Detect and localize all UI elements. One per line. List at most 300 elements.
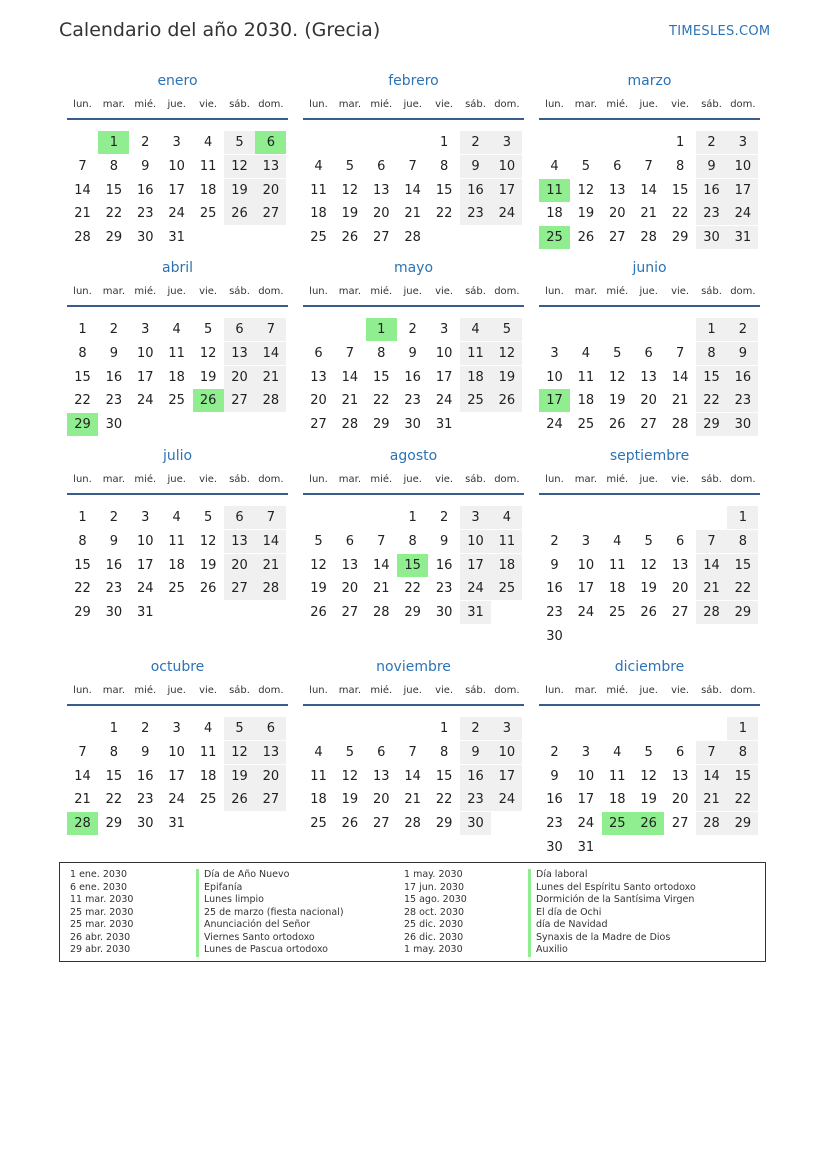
day-cell[interactable]: 6 bbox=[644, 345, 653, 361]
day-cell[interactable]: 27 bbox=[310, 417, 327, 433]
day-cell[interactable]: 30 bbox=[696, 226, 727, 249]
day-cell[interactable]: 19 bbox=[577, 206, 595, 222]
day-cell[interactable]: 26 bbox=[199, 581, 217, 597]
day-cell[interactable]: 21 bbox=[696, 577, 727, 600]
day-cell[interactable]: 21 bbox=[255, 554, 286, 577]
day-cell[interactable]: 14 bbox=[696, 554, 727, 577]
day-cell[interactable]: 21 bbox=[404, 206, 421, 222]
day-cell[interactable]: 2 bbox=[550, 533, 559, 549]
day-cell[interactable]: 23 bbox=[137, 792, 154, 808]
day-cell[interactable]: 12 bbox=[224, 155, 255, 178]
day-cell[interactable]: 21 bbox=[640, 206, 657, 222]
day-cell[interactable]: 10 bbox=[577, 557, 595, 573]
day-cell[interactable]: 2 bbox=[109, 510, 119, 525]
day-cell[interactable]: 17 bbox=[137, 557, 154, 573]
holiday-day-cell[interactable]: 6 bbox=[255, 131, 286, 154]
day-cell[interactable]: 15 bbox=[105, 768, 123, 784]
day-cell[interactable]: 19 bbox=[199, 557, 217, 573]
day-cell[interactable]: 2 bbox=[141, 135, 150, 150]
day-cell[interactable]: 20 bbox=[671, 581, 689, 597]
day-cell[interactable]: 4 bbox=[172, 322, 181, 337]
day-cell[interactable]: 15 bbox=[696, 366, 727, 389]
day-cell[interactable]: 9 bbox=[141, 158, 150, 174]
day-cell[interactable]: 4 bbox=[581, 345, 591, 361]
day-cell[interactable]: 3 bbox=[491, 131, 522, 154]
day-cell[interactable]: 12 bbox=[199, 345, 217, 361]
day-cell[interactable]: 5 bbox=[345, 158, 355, 174]
day-cell[interactable]: 23 bbox=[546, 816, 563, 832]
day-cell[interactable]: 17 bbox=[460, 554, 491, 577]
day-cell[interactable]: 10 bbox=[137, 533, 154, 549]
day-cell[interactable]: 27 bbox=[671, 816, 689, 832]
day-cell[interactable]: 28 bbox=[696, 601, 727, 624]
day-cell[interactable]: 23 bbox=[460, 788, 491, 811]
day-cell[interactable]: 6 bbox=[314, 345, 323, 361]
day-cell[interactable]: 24 bbox=[168, 792, 185, 808]
day-cell[interactable]: 11 bbox=[609, 557, 626, 573]
day-cell[interactable]: 1 bbox=[439, 721, 449, 736]
day-cell[interactable]: 31 bbox=[460, 601, 491, 624]
day-cell[interactable]: 3 bbox=[581, 533, 591, 549]
day-cell[interactable]: 22 bbox=[373, 393, 390, 409]
day-cell[interactable]: 5 bbox=[203, 322, 213, 337]
day-cell[interactable]: 9 bbox=[550, 768, 559, 784]
day-cell[interactable]: 1 bbox=[675, 135, 685, 150]
day-cell[interactable]: 8 bbox=[439, 158, 449, 174]
day-cell[interactable]: 5 bbox=[203, 510, 213, 525]
day-cell[interactable]: 5 bbox=[314, 533, 323, 549]
day-cell[interactable]: 2 bbox=[460, 717, 491, 740]
day-cell[interactable]: 9 bbox=[109, 533, 119, 549]
day-cell[interactable]: 19 bbox=[341, 206, 359, 222]
day-cell[interactable]: 22 bbox=[671, 206, 689, 222]
day-cell[interactable]: 10 bbox=[460, 530, 491, 553]
day-cell[interactable]: 28 bbox=[696, 812, 727, 835]
day-cell[interactable]: 18 bbox=[199, 182, 217, 198]
day-cell[interactable]: 26 bbox=[491, 389, 522, 412]
day-cell[interactable]: 16 bbox=[460, 179, 491, 202]
day-cell[interactable]: 15 bbox=[74, 369, 91, 385]
holiday-day-cell[interactable]: 25 bbox=[602, 812, 633, 835]
day-cell[interactable]: 21 bbox=[341, 393, 359, 409]
day-cell[interactable]: 11 bbox=[491, 530, 522, 553]
day-cell[interactable]: 6 bbox=[224, 318, 255, 341]
day-cell[interactable]: 3 bbox=[550, 345, 559, 361]
day-cell[interactable]: 14 bbox=[74, 182, 91, 198]
day-cell[interactable]: 3 bbox=[141, 510, 150, 525]
day-cell[interactable]: 14 bbox=[640, 182, 657, 198]
day-cell[interactable]: 17 bbox=[168, 768, 185, 784]
day-cell[interactable]: 13 bbox=[224, 530, 255, 553]
day-cell[interactable]: 7 bbox=[255, 506, 286, 529]
day-cell[interactable]: 23 bbox=[546, 605, 563, 621]
day-cell[interactable]: 3 bbox=[460, 506, 491, 529]
day-cell[interactable]: 19 bbox=[640, 581, 657, 597]
day-cell[interactable]: 31 bbox=[577, 840, 595, 855]
day-cell[interactable]: 10 bbox=[491, 741, 522, 764]
day-cell[interactable]: 18 bbox=[609, 581, 626, 597]
day-cell[interactable]: 20 bbox=[224, 366, 255, 389]
day-cell[interactable]: 9 bbox=[460, 155, 491, 178]
day-cell[interactable]: 16 bbox=[105, 369, 123, 385]
day-cell[interactable]: 8 bbox=[78, 533, 87, 549]
day-cell[interactable]: 26 bbox=[341, 230, 359, 246]
day-cell[interactable]: 2 bbox=[696, 131, 727, 154]
day-cell[interactable]: 8 bbox=[109, 158, 119, 174]
day-cell[interactable]: 29 bbox=[105, 230, 123, 246]
day-cell[interactable]: 14 bbox=[404, 182, 421, 198]
day-cell[interactable]: 27 bbox=[640, 417, 657, 433]
day-cell[interactable]: 16 bbox=[404, 369, 421, 385]
day-cell[interactable]: 29 bbox=[404, 605, 421, 621]
day-cell[interactable]: 28 bbox=[255, 389, 286, 412]
day-cell[interactable]: 25 bbox=[310, 816, 327, 832]
day-cell[interactable]: 22 bbox=[404, 581, 421, 597]
day-cell[interactable]: 22 bbox=[696, 389, 727, 412]
day-cell[interactable]: 28 bbox=[341, 417, 359, 433]
day-cell[interactable]: 18 bbox=[168, 369, 185, 385]
day-cell[interactable]: 28 bbox=[640, 230, 657, 246]
day-cell[interactable]: 22 bbox=[727, 577, 758, 600]
day-cell[interactable]: 6 bbox=[224, 506, 255, 529]
day-cell[interactable]: 19 bbox=[199, 369, 217, 385]
day-cell[interactable]: 21 bbox=[671, 393, 689, 409]
day-cell[interactable]: 26 bbox=[341, 816, 359, 832]
day-cell[interactable]: 25 bbox=[577, 417, 595, 433]
day-cell[interactable]: 16 bbox=[137, 182, 154, 198]
day-cell[interactable]: 2 bbox=[460, 131, 491, 154]
day-cell[interactable]: 16 bbox=[435, 557, 453, 573]
day-cell[interactable]: 3 bbox=[141, 322, 150, 337]
day-cell[interactable]: 4 bbox=[550, 158, 559, 174]
day-cell[interactable]: 15 bbox=[435, 182, 453, 198]
day-cell[interactable]: 25 bbox=[168, 393, 185, 409]
day-cell[interactable]: 5 bbox=[491, 318, 522, 341]
day-cell[interactable]: 24 bbox=[491, 202, 522, 225]
day-cell[interactable]: 18 bbox=[168, 557, 185, 573]
day-cell[interactable]: 27 bbox=[224, 577, 255, 600]
day-cell[interactable]: 11 bbox=[577, 369, 595, 385]
day-cell[interactable]: 4 bbox=[314, 158, 323, 174]
day-cell[interactable]: 12 bbox=[609, 369, 626, 385]
day-cell[interactable]: 9 bbox=[439, 533, 449, 549]
day-cell[interactable]: 13 bbox=[373, 182, 390, 198]
day-cell[interactable]: 14 bbox=[696, 765, 727, 788]
day-cell[interactable]: 25 bbox=[609, 605, 626, 621]
day-cell[interactable]: 19 bbox=[224, 179, 255, 202]
day-cell[interactable]: 2 bbox=[439, 510, 449, 525]
day-cell[interactable]: 24 bbox=[491, 788, 522, 811]
day-cell[interactable]: 30 bbox=[137, 230, 154, 246]
day-cell[interactable]: 30 bbox=[727, 413, 758, 436]
day-cell[interactable]: 8 bbox=[377, 345, 386, 361]
day-cell[interactable]: 10 bbox=[491, 155, 522, 178]
day-cell[interactable]: 3 bbox=[172, 135, 181, 150]
day-cell[interactable]: 26 bbox=[310, 605, 327, 621]
day-cell[interactable]: 30 bbox=[105, 417, 123, 433]
day-cell[interactable]: 5 bbox=[613, 345, 622, 361]
day-cell[interactable]: 20 bbox=[341, 581, 359, 597]
day-cell[interactable]: 12 bbox=[341, 182, 359, 198]
day-cell[interactable]: 19 bbox=[609, 393, 626, 409]
day-cell[interactable]: 17 bbox=[491, 765, 522, 788]
day-cell[interactable]: 21 bbox=[696, 788, 727, 811]
day-cell[interactable]: 3 bbox=[581, 744, 591, 760]
day-cell[interactable]: 13 bbox=[609, 182, 626, 198]
day-cell[interactable]: 20 bbox=[255, 179, 286, 202]
day-cell[interactable]: 18 bbox=[310, 792, 327, 808]
day-cell[interactable]: 28 bbox=[373, 605, 390, 621]
day-cell[interactable]: 7 bbox=[696, 741, 727, 764]
day-cell[interactable]: 5 bbox=[644, 744, 653, 760]
day-cell[interactable]: 5 bbox=[224, 717, 255, 740]
day-cell[interactable]: 13 bbox=[671, 768, 689, 784]
day-cell[interactable]: 20 bbox=[609, 206, 626, 222]
day-cell[interactable]: 21 bbox=[255, 366, 286, 389]
day-cell[interactable]: 27 bbox=[671, 605, 689, 621]
day-cell[interactable]: 27 bbox=[609, 230, 626, 246]
day-cell[interactable]: 17 bbox=[491, 179, 522, 202]
day-cell[interactable]: 29 bbox=[435, 816, 453, 832]
day-cell[interactable]: 11 bbox=[168, 533, 185, 549]
day-cell[interactable]: 23 bbox=[404, 393, 421, 409]
day-cell[interactable]: 1 bbox=[78, 510, 87, 525]
day-cell[interactable]: 31 bbox=[137, 605, 154, 621]
day-cell[interactable]: 14 bbox=[671, 369, 689, 385]
day-cell[interactable]: 22 bbox=[105, 206, 123, 222]
day-cell[interactable]: 10 bbox=[137, 345, 154, 361]
day-cell[interactable]: 29 bbox=[671, 230, 689, 246]
day-cell[interactable]: 23 bbox=[696, 202, 727, 225]
day-cell[interactable]: 25 bbox=[491, 577, 522, 600]
day-cell[interactable]: 22 bbox=[435, 206, 453, 222]
day-cell[interactable]: 1 bbox=[109, 721, 119, 736]
day-cell[interactable]: 21 bbox=[373, 581, 390, 597]
day-cell[interactable]: 20 bbox=[373, 792, 390, 808]
day-cell[interactable]: 12 bbox=[640, 768, 657, 784]
day-cell[interactable]: 28 bbox=[671, 417, 689, 433]
day-cell[interactable]: 24 bbox=[137, 581, 154, 597]
day-cell[interactable]: 4 bbox=[314, 744, 323, 760]
day-cell[interactable]: 31 bbox=[168, 816, 185, 832]
day-cell[interactable]: 21 bbox=[404, 792, 421, 808]
day-cell[interactable]: 28 bbox=[404, 816, 421, 832]
day-cell[interactable]: 31 bbox=[435, 417, 453, 433]
day-cell[interactable]: 3 bbox=[491, 717, 522, 740]
day-cell[interactable]: 19 bbox=[341, 792, 359, 808]
day-cell[interactable]: 7 bbox=[408, 158, 417, 174]
day-cell[interactable]: 30 bbox=[546, 629, 563, 644]
day-cell[interactable]: 6 bbox=[675, 533, 685, 549]
holiday-day-cell[interactable]: 1 bbox=[98, 131, 129, 154]
day-cell[interactable]: 1 bbox=[408, 510, 417, 525]
day-cell[interactable]: 26 bbox=[640, 605, 657, 621]
day-cell[interactable]: 25 bbox=[460, 389, 491, 412]
day-cell[interactable]: 18 bbox=[577, 393, 595, 409]
day-cell[interactable]: 5 bbox=[224, 131, 255, 154]
day-cell[interactable]: 13 bbox=[255, 155, 286, 178]
day-cell[interactable]: 27 bbox=[224, 389, 255, 412]
day-cell[interactable]: 10 bbox=[435, 345, 453, 361]
day-cell[interactable]: 8 bbox=[675, 158, 685, 174]
day-cell[interactable]: 20 bbox=[255, 765, 286, 788]
day-cell[interactable]: 29 bbox=[74, 605, 91, 621]
day-cell[interactable]: 15 bbox=[727, 765, 758, 788]
day-cell[interactable]: 4 bbox=[491, 506, 522, 529]
day-cell[interactable]: 4 bbox=[613, 533, 622, 549]
day-cell[interactable]: 28 bbox=[404, 230, 421, 246]
day-cell[interactable]: 6 bbox=[675, 744, 685, 760]
day-cell[interactable]: 16 bbox=[546, 792, 563, 808]
day-cell[interactable]: 3 bbox=[727, 131, 758, 154]
day-cell[interactable]: 26 bbox=[224, 788, 255, 811]
day-cell[interactable]: 27 bbox=[373, 816, 390, 832]
day-cell[interactable]: 18 bbox=[310, 206, 327, 222]
day-cell[interactable]: 22 bbox=[74, 581, 91, 597]
holiday-day-cell[interactable]: 11 bbox=[539, 179, 570, 202]
day-cell[interactable]: 16 bbox=[137, 768, 154, 784]
day-cell[interactable]: 19 bbox=[491, 366, 522, 389]
day-cell[interactable]: 19 bbox=[224, 765, 255, 788]
day-cell[interactable]: 12 bbox=[341, 768, 359, 784]
day-cell[interactable]: 12 bbox=[577, 182, 595, 198]
day-cell[interactable]: 9 bbox=[109, 345, 119, 361]
day-cell[interactable]: 18 bbox=[199, 768, 217, 784]
day-cell[interactable]: 9 bbox=[727, 342, 758, 365]
day-cell[interactable]: 2 bbox=[727, 318, 758, 341]
day-cell[interactable]: 6 bbox=[377, 158, 386, 174]
day-cell[interactable]: 15 bbox=[671, 182, 689, 198]
day-cell[interactable]: 26 bbox=[577, 230, 595, 246]
day-cell[interactable]: 20 bbox=[224, 554, 255, 577]
day-cell[interactable]: 17 bbox=[577, 792, 595, 808]
day-cell[interactable]: 7 bbox=[78, 744, 87, 760]
day-cell[interactable]: 5 bbox=[581, 158, 591, 174]
day-cell[interactable]: 6 bbox=[377, 744, 386, 760]
day-cell[interactable]: 2 bbox=[408, 322, 417, 337]
day-cell[interactable]: 15 bbox=[727, 554, 758, 577]
day-cell[interactable]: 4 bbox=[203, 135, 213, 150]
day-cell[interactable]: 16 bbox=[460, 765, 491, 788]
day-cell[interactable]: 7 bbox=[675, 345, 685, 361]
day-cell[interactable]: 8 bbox=[408, 533, 417, 549]
day-cell[interactable]: 24 bbox=[577, 605, 595, 621]
day-cell[interactable]: 11 bbox=[609, 768, 626, 784]
day-cell[interactable]: 11 bbox=[199, 744, 217, 760]
day-cell[interactable]: 3 bbox=[439, 322, 449, 337]
day-cell[interactable]: 14 bbox=[373, 557, 390, 573]
day-cell[interactable]: 7 bbox=[644, 158, 653, 174]
day-cell[interactable]: 25 bbox=[199, 206, 217, 222]
day-cell[interactable]: 15 bbox=[74, 557, 91, 573]
day-cell[interactable]: 8 bbox=[109, 744, 119, 760]
day-cell[interactable]: 15 bbox=[105, 182, 123, 198]
day-cell[interactable]: 8 bbox=[696, 342, 727, 365]
day-cell[interactable]: 14 bbox=[74, 768, 91, 784]
day-cell[interactable]: 7 bbox=[345, 345, 355, 361]
day-cell[interactable]: 1 bbox=[439, 135, 449, 150]
day-cell[interactable]: 20 bbox=[671, 792, 689, 808]
day-cell[interactable]: 5 bbox=[345, 744, 355, 760]
day-cell[interactable]: 20 bbox=[373, 206, 390, 222]
day-cell[interactable]: 2 bbox=[109, 322, 119, 337]
day-cell[interactable]: 25 bbox=[168, 581, 185, 597]
day-cell[interactable]: 13 bbox=[310, 369, 327, 385]
day-cell[interactable]: 18 bbox=[460, 366, 491, 389]
day-cell[interactable]: 10 bbox=[546, 369, 563, 385]
day-cell[interactable]: 24 bbox=[435, 393, 453, 409]
holiday-day-cell[interactable]: 1 bbox=[366, 318, 397, 341]
day-cell[interactable]: 9 bbox=[550, 557, 559, 573]
day-cell[interactable]: 21 bbox=[74, 792, 91, 808]
day-cell[interactable]: 4 bbox=[460, 318, 491, 341]
day-cell[interactable]: 7 bbox=[696, 530, 727, 553]
day-cell[interactable]: 27 bbox=[341, 605, 359, 621]
holiday-day-cell[interactable]: 26 bbox=[633, 812, 664, 835]
day-cell[interactable]: 22 bbox=[435, 792, 453, 808]
day-cell[interactable]: 29 bbox=[373, 417, 390, 433]
day-cell[interactable]: 17 bbox=[577, 581, 595, 597]
day-cell[interactable]: 16 bbox=[105, 557, 123, 573]
day-cell[interactable]: 22 bbox=[727, 788, 758, 811]
day-cell[interactable]: 23 bbox=[435, 581, 453, 597]
day-cell[interactable]: 9 bbox=[141, 744, 150, 760]
day-cell[interactable]: 13 bbox=[671, 557, 689, 573]
day-cell[interactable]: 24 bbox=[137, 393, 154, 409]
day-cell[interactable]: 22 bbox=[105, 792, 123, 808]
day-cell[interactable]: 7 bbox=[78, 158, 87, 174]
day-cell[interactable]: 11 bbox=[310, 182, 327, 198]
day-cell[interactable]: 23 bbox=[105, 581, 123, 597]
day-cell[interactable]: 13 bbox=[341, 557, 359, 573]
day-cell[interactable]: 8 bbox=[727, 530, 758, 553]
day-cell[interactable]: 1 bbox=[78, 322, 87, 337]
day-cell[interactable]: 6 bbox=[613, 158, 622, 174]
day-cell[interactable]: 20 bbox=[640, 393, 657, 409]
day-cell[interactable]: 30 bbox=[105, 605, 123, 621]
day-cell[interactable]: 4 bbox=[172, 510, 181, 525]
holiday-day-cell[interactable]: 17 bbox=[539, 389, 570, 412]
day-cell[interactable]: 23 bbox=[137, 206, 154, 222]
day-cell[interactable]: 11 bbox=[168, 345, 185, 361]
day-cell[interactable]: 28 bbox=[255, 577, 286, 600]
day-cell[interactable]: 7 bbox=[408, 744, 417, 760]
holiday-day-cell[interactable]: 26 bbox=[193, 389, 224, 412]
day-cell[interactable]: 6 bbox=[255, 717, 286, 740]
day-cell[interactable]: 12 bbox=[640, 557, 657, 573]
day-cell[interactable]: 5 bbox=[644, 533, 653, 549]
day-cell[interactable]: 30 bbox=[546, 840, 563, 855]
day-cell[interactable]: 12 bbox=[224, 741, 255, 764]
day-cell[interactable]: 24 bbox=[727, 202, 758, 225]
day-cell[interactable]: 14 bbox=[255, 342, 286, 365]
day-cell[interactable]: 23 bbox=[105, 393, 123, 409]
day-cell[interactable]: 1 bbox=[727, 717, 758, 740]
day-cell[interactable]: 8 bbox=[439, 744, 449, 760]
day-cell[interactable]: 7 bbox=[255, 318, 286, 341]
day-cell[interactable]: 29 bbox=[727, 812, 758, 835]
day-cell[interactable]: 17 bbox=[137, 369, 154, 385]
day-cell[interactable]: 1 bbox=[727, 506, 758, 529]
day-cell[interactable]: 15 bbox=[373, 369, 390, 385]
day-cell[interactable]: 19 bbox=[310, 581, 327, 597]
holiday-day-cell[interactable]: 28 bbox=[67, 812, 98, 835]
holiday-day-cell[interactable]: 29 bbox=[67, 413, 98, 436]
day-cell[interactable]: 16 bbox=[546, 581, 563, 597]
day-cell[interactable]: 16 bbox=[727, 366, 758, 389]
day-cell[interactable]: 26 bbox=[224, 202, 255, 225]
day-cell[interactable]: 18 bbox=[609, 792, 626, 808]
